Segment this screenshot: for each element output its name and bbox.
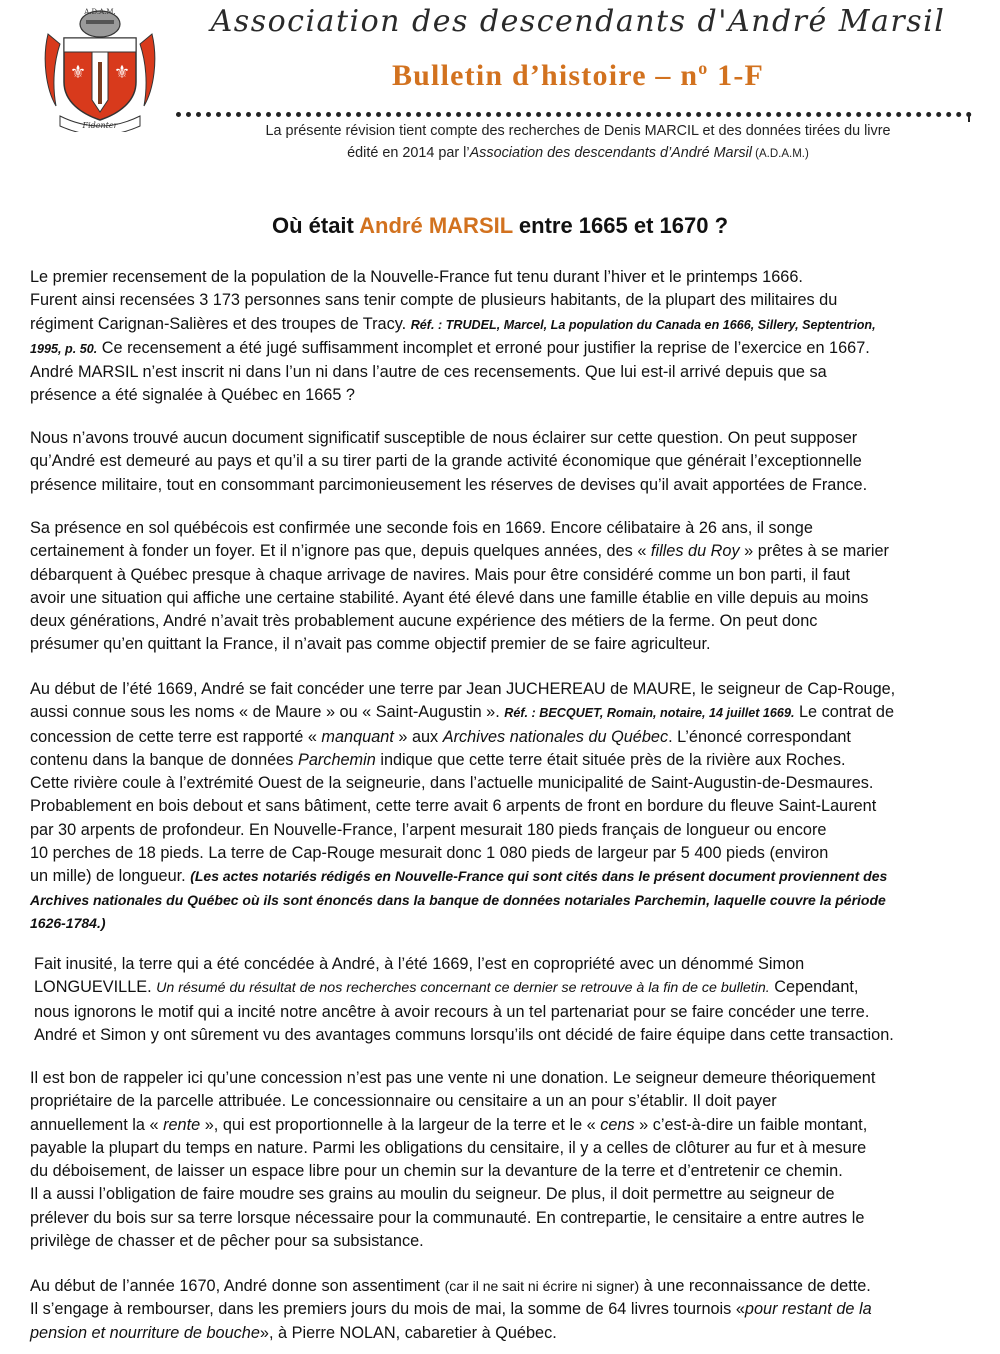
crest-band xyxy=(64,38,136,52)
heading-post: entre 1665 et 1670 ? xyxy=(512,213,729,238)
p4-manquant: manquant xyxy=(321,727,394,746)
p4-line-4-a: contenu dans la banque de données xyxy=(30,750,298,769)
p4-line-5: Cette rivière coule à l’extrémité Ouest de la seigneurie, dans l’actuelle municipalité de Saint-Augustin-de-Desmaures. xyxy=(30,774,874,793)
fleur-de-lis-icon: ⚜ xyxy=(69,62,87,83)
p4-line-3 xyxy=(30,726,975,749)
revision-note xyxy=(180,120,976,165)
p6-line-7: prélever du bois sur sa terre lorsque nécessaire pour la communauté. En contrepartie, le censitaire a entre autres le xyxy=(30,1208,865,1227)
paragraph-7 xyxy=(30,1275,975,1345)
p3-line-3: débarquent à Québec presque à chaque arrivage de navires. Mais pour être considéré comme un bon parti, il faut xyxy=(30,565,850,584)
p1-reference: Réf. : TRUDEL, Marcel, La population du Canada en 1666, Sillery, Septentrion, xyxy=(410,317,876,332)
p4-line-9-a: un mille) de longueur. xyxy=(30,867,191,886)
paragraph-6 xyxy=(30,1067,975,1253)
p6-line-3-a: annuellement la « xyxy=(30,1115,164,1134)
p6-line-1: Il est bon de rappeler ici qu’une concession n’est pas une vente ni une donation. Le seigneur demeure théoriquement xyxy=(30,1069,876,1087)
p2-line-3: présence militaire, tout en consommant parcimonieusement les réserves de devises qu’il avait apportées de France. xyxy=(30,475,868,494)
revision-line-2-a: édité en 2014 par l’ xyxy=(347,145,470,161)
p4-line-9 xyxy=(30,865,975,888)
p7-line-2-a: Il s’engage à rembourser, dans les premiers jours du mois de mai, la somme de 64 livres tournois « xyxy=(30,1300,745,1319)
p4-line-2 xyxy=(30,701,975,725)
p1-line-4 xyxy=(30,337,975,361)
p6-line-3-b: », qui est proportionnelle à la largeur de la terre et le « xyxy=(200,1115,601,1134)
p7-quote-end: pension et nourriture de bouche xyxy=(30,1323,260,1342)
association-title: Association des descendants d'André Marsil xyxy=(210,4,946,39)
p3-line-1: Sa présence en sol québécois est confirmée une seconde fois en 1669. Encore célibataire à 26 ans, il songe xyxy=(30,519,813,537)
p6-line-8: privilège de chasser et de pêcher pour sa subsistance. xyxy=(30,1232,424,1251)
paragraph-3 xyxy=(30,517,975,657)
paragraph-4 xyxy=(30,678,975,935)
paragraph-1 xyxy=(30,266,975,408)
p4-line-2-b: Le contrat de xyxy=(794,703,895,722)
p3-line-5: deux générations, André n’avait très probablement aucune expérience des métiers de la ferme. On peut donc xyxy=(30,612,818,631)
p7-quote-start: pour restant de la xyxy=(744,1300,872,1319)
p3-filles-du-roy: filles du Roy xyxy=(650,542,740,561)
p6-line-4: payable la plupart du temps en nature. Parmi les obligations du censitaire, il y a celles de clôturer au fur et à mesure xyxy=(30,1138,867,1157)
bulletin-title-end: 1-F xyxy=(708,59,765,92)
crest-logo xyxy=(42,4,158,132)
p7-line-3 xyxy=(30,1322,975,1345)
p4-line-2-a: aussi connue sous les noms « de Maure » ou « Saint-Augustin ». xyxy=(30,703,505,722)
bulletin-title-sup: o xyxy=(698,58,709,78)
p1-reference-cont: 1995, p. 50. xyxy=(30,341,98,356)
p2-line-2: qu’André est demeuré au pays et qu’il a su tirer parti de la grande activité économique que générait l’exceptionnelle xyxy=(30,452,862,471)
revision-line-2-acronym: (A.D.A.M.) xyxy=(751,148,809,160)
crest-motto: Fidenter xyxy=(82,121,118,130)
p3-line-2-a: certainement à fonder un foyer. Et il n’ignore pas que, depuis quelques années, des « xyxy=(30,542,651,561)
heading-pre: Où était xyxy=(271,213,360,238)
bulletin-title-main: Bulletin d’histoire – n xyxy=(391,59,699,92)
p1-line-6: présence a été signalée à Québec en 1665 ? xyxy=(30,386,355,405)
p7-line-1-a: Au début de l’année 1670, André donne son assentiment xyxy=(30,1277,445,1295)
p6-line-6: Il a aussi l’obligation de faire moudre ses grains au moulin du seigneur. De plus, il doit permettre au seigneur de xyxy=(30,1185,835,1204)
p3-line-6: présumer qu’en quittant la France, il n’avait pas comme objectif premier de se faire agriculteur. xyxy=(30,635,711,654)
p3-line-4: avoir une situation qui affiche une certaine stabilité. Ayant été élevé dans une famille établie en ville depuis au moins xyxy=(30,588,869,607)
p7-line-2 xyxy=(30,1298,975,1321)
p7-line-3-b: », à Pierre NOLAN, cabaretier à Québec. xyxy=(259,1323,557,1342)
p7-line-1-b: à une reconnaissance de dette. xyxy=(639,1277,871,1295)
revision-line-1: La présente révision tient compte des recherches de Denis MARCIL et des données tirées du livre xyxy=(265,123,891,139)
bulletin-title xyxy=(172,58,984,93)
p5-line-3: nous ignorons le motif qui a incité notre ancêtre à avoir recours à un tel partenariat pour se faire concéder une terre. xyxy=(34,1002,870,1021)
p4-line-11: 1626-1784.) xyxy=(30,914,106,931)
p5-line-2 xyxy=(34,976,972,1000)
p7-parenthetical: (car il ne sait ni écrire ni signer) xyxy=(444,1278,640,1294)
paragraph-5 xyxy=(34,953,972,1047)
p4-archives: Archives nationales du Québec xyxy=(442,727,669,746)
p5-line-1: Fait inusité, la terre qui a été concédée à André, à l’été 1669, l’est en copropriété avec un dénommé Simon xyxy=(34,955,805,973)
p4-line-8: 10 perches de 18 pieds. La terre de Cap-Rouge mesurait donc 1 080 pieds de largeur par 5 400 pieds (environ xyxy=(30,844,829,863)
p4-line-4 xyxy=(30,749,975,772)
revision-line-2 xyxy=(180,142,976,165)
p4-line-10: Archives nationales du Québec où ils sont énoncés dans la banque de données notariales Parchemin, laquelle couvre la période xyxy=(30,891,886,908)
revision-line-2-association: Association des descendants d’André Marsil xyxy=(469,145,752,161)
p1-line-5: André MARSIL n’est inscrit ni dans l’un ni dans l’autre de ces recensements. Que lui est-il arrivé depuis que sa xyxy=(30,363,827,382)
p4-line-6: Probablement en bois debout et sans bâtiment, cette terre avait 6 arpents de front en bordure du fleuve Saint-Laurent xyxy=(30,797,877,816)
p4-line-3-b: » aux xyxy=(393,727,443,746)
p3-line-2-b: » prêtes à se marier xyxy=(739,542,889,561)
p4-reference: Réf. : BECQUET, Romain, notaire, 14 juillet 1669. xyxy=(504,706,795,721)
p6-line-3-c: » c’est-à-dire un faible montant, xyxy=(634,1115,868,1134)
p7-line-1 xyxy=(30,1275,975,1298)
p1-line-2: Furent ainsi recensées 3 173 personnes sans tenir compte de plusieurs habitants, de la plupart des militaires du xyxy=(30,291,838,310)
p1-line-4-text: Ce recensement a été jugé suffisamment incomplet et erroné pour justifier la reprise de l’exercice en 1667. xyxy=(97,338,870,357)
main-heading xyxy=(0,213,1000,239)
p1-line-3 xyxy=(30,313,975,337)
heading-name: André MARSIL xyxy=(359,213,513,238)
p6-line-3 xyxy=(30,1114,975,1137)
p5-line-4: André et Simon y ont sûrement vu des avantages communs lorsqu’ils ont décidé de faire équipe dans cette transaction. xyxy=(34,1025,894,1044)
p5-note: Un résumé du résultat de nos recherches concernant ce dernier se retrouve à la fin de ce bulletin. xyxy=(156,980,770,997)
p6-rente: rente xyxy=(163,1115,201,1134)
paragraph-2 xyxy=(30,427,975,497)
p6-line-5: du déboisement, de laisser un espace libre pour un chemin sur la devanture de la terre et d’entretenir ce chemin. xyxy=(30,1162,843,1181)
p5-line-2-a: LONGUEVILLE. xyxy=(34,978,157,997)
p4-line-4-b: indique que cette terre était située près de la rivière aux Roches. xyxy=(375,750,846,769)
fleur-de-lis-icon: ⚜ xyxy=(113,62,131,83)
p1-line-3-text: régiment Carignan-Salières et des troupes de Tracy. xyxy=(30,314,411,333)
p3-line-2 xyxy=(30,540,975,563)
p4-line-1: Au début de l’été 1669, André se fait concéder une terre par Jean JUCHEREAU de MAURE, le seigneur de Cap-Rouge, xyxy=(30,680,896,698)
p2-line-1: Nous n’avons trouvé aucun document significatif susceptible de nous éclairer sur cette question. On peut supposer xyxy=(30,429,858,447)
p5-line-2-b: Cependant, xyxy=(769,978,859,997)
p6-cens: cens xyxy=(600,1115,635,1134)
header-divider xyxy=(176,112,972,117)
p4-line-3-a: concession de cette terre est rapporté « xyxy=(30,727,322,746)
p4-note: (Les actes notariés rédigés en Nouvelle-France qui sont cités dans le présent document proviennent des xyxy=(190,868,888,885)
p4-line-3-c: . L’énoncé correspondant xyxy=(668,727,851,746)
p1-line-1: Le premier recensement de la population de la Nouvelle-France fut tenu durant l’hiver et le printemps 1666. xyxy=(30,268,803,286)
crest-label: A.D.A.M. xyxy=(84,8,116,16)
p4-line-7: par 30 arpents de profondeur. En Nouvelle-France, l’arpent mesurait 180 pieds français de longueur ou encore xyxy=(30,820,827,839)
p4-parchemin: Parchemin xyxy=(297,750,376,769)
p6-line-2: propriétaire de la parcelle attribuée. Le concessionnaire ou censitaire a un an pour s’établir. Il doit payer xyxy=(30,1092,777,1111)
